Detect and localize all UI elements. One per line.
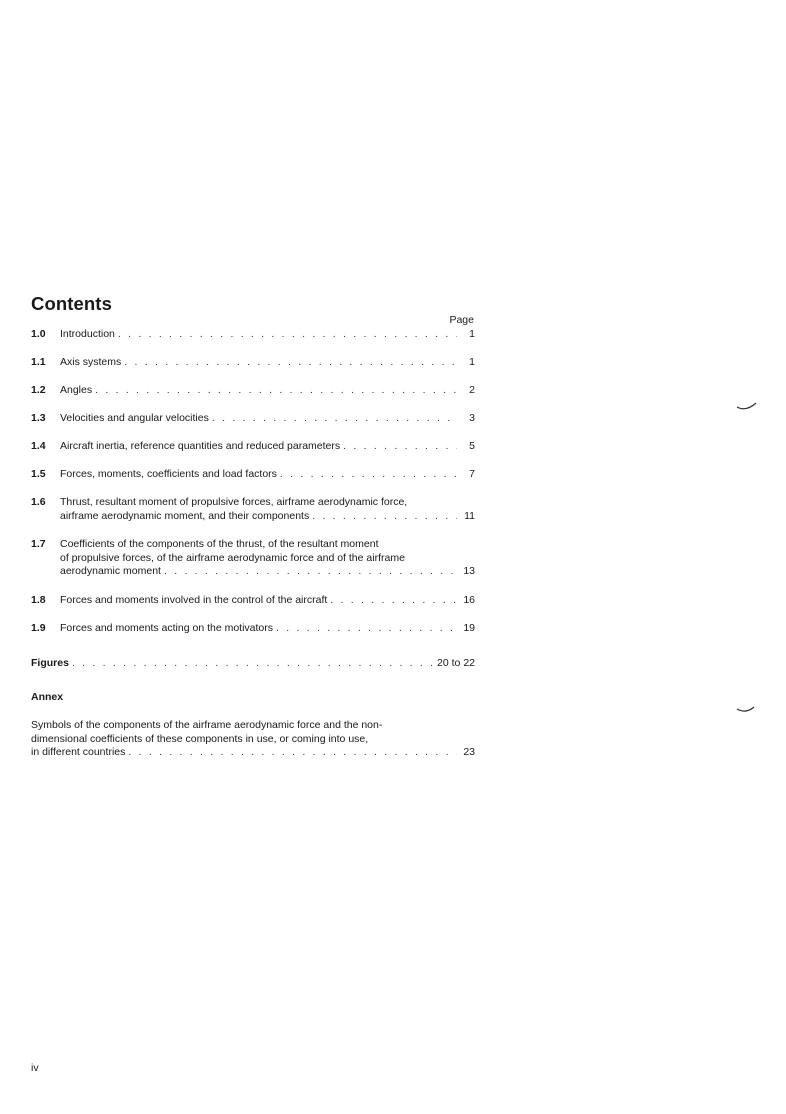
entry-title-line: of propulsive forces, of the airframe aerodynamic force and of the airframe xyxy=(60,551,405,564)
page-ref: 5 xyxy=(469,440,475,452)
dot-leader xyxy=(164,565,457,579)
dot-leader xyxy=(343,440,457,454)
entry-title: Angles xyxy=(60,384,93,396)
page-ref: 13 xyxy=(463,565,475,577)
margin-mark-icon xyxy=(736,704,758,718)
entry-title: Forces, moments, coefficients and load factors xyxy=(60,468,277,480)
entry-title-line: airframe aerodynamic moment, and their components xyxy=(60,509,310,522)
annex-heading: Annex xyxy=(31,691,64,703)
dot-leader xyxy=(124,356,457,370)
page-ref: 20 to 22 xyxy=(437,657,475,669)
figures-label: Figures xyxy=(31,657,69,669)
entry-title-line: Coefficients of the components of the thrust, of the resultant moment xyxy=(60,538,379,550)
contents-heading: Contents xyxy=(31,293,112,314)
annex-line: Symbols of the components of the airframe aerodynamic force and the non- xyxy=(31,719,383,731)
dot-leader xyxy=(95,384,457,398)
dot-leader xyxy=(276,622,457,636)
dot-leader xyxy=(128,746,457,760)
page-ref: 7 xyxy=(469,468,475,480)
entry-title-line: Thrust, resultant moment of propulsive forces, airframe aerodynamic force, xyxy=(60,496,408,508)
entry-title-line: aerodynamic moment xyxy=(60,565,161,577)
page-ref: 19 xyxy=(463,622,475,634)
annex-line: in different countries xyxy=(31,746,126,758)
section-number: 1.7 xyxy=(31,538,46,550)
entry-title: Velocities and angular velocities xyxy=(60,412,209,424)
section-number: 1.6 xyxy=(31,496,46,508)
toc-entry-annex[interactable] xyxy=(31,719,475,760)
section-number: 1.1 xyxy=(31,356,46,368)
entry-title: Axis systems xyxy=(60,356,122,368)
margin-mark-icon xyxy=(736,400,758,414)
page-number: iv xyxy=(31,1062,39,1074)
section-number: 1.3 xyxy=(31,412,46,424)
entry-title: Aircraft inertia, reference quantities and reduced parameters xyxy=(60,440,341,452)
dot-leader xyxy=(212,412,457,426)
page-ref: 1 xyxy=(469,328,475,340)
dot-leader xyxy=(118,328,457,342)
page-column-label: Page xyxy=(449,314,474,326)
section-number: 1.0 xyxy=(31,328,46,340)
entry-title: Forces and moments acting on the motivators xyxy=(60,622,274,634)
page-ref: 1 xyxy=(469,356,475,368)
section-number: 1.2 xyxy=(31,384,46,396)
page-ref: 11 xyxy=(464,509,475,522)
entry-title: Forces and moments involved in the control of the aircraft xyxy=(60,594,328,606)
page-ref: 23 xyxy=(463,746,475,758)
section-number: 1.8 xyxy=(31,594,46,606)
section-number: 1.4 xyxy=(31,440,46,452)
dot-leader xyxy=(312,510,457,524)
annex-line: dimensional coefficients of these components in use, or coming into use, xyxy=(31,732,369,745)
dot-leader xyxy=(330,594,457,608)
toc-entry-figures[interactable] xyxy=(31,657,475,671)
dot-leader xyxy=(280,468,457,482)
page-ref: 3 xyxy=(469,412,475,424)
page-ref: 16 xyxy=(463,594,475,606)
dot-leader xyxy=(72,657,433,671)
page-ref: 2 xyxy=(469,384,475,396)
section-number: 1.5 xyxy=(31,468,46,480)
entry-title: Introduction xyxy=(60,328,115,340)
section-number: 1.9 xyxy=(31,622,46,634)
